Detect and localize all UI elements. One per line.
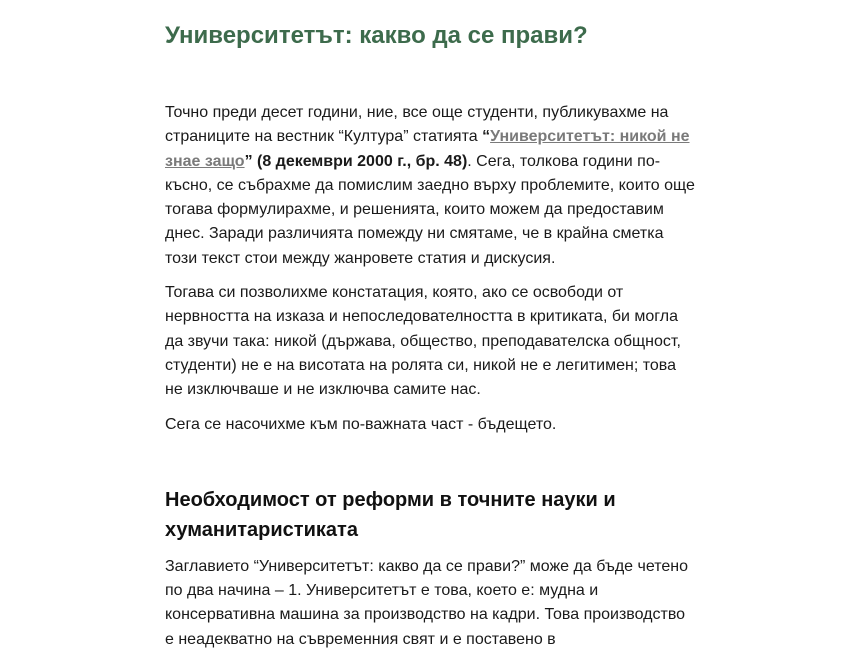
article <box>165 0 695 652</box>
section-heading-reforms: Необходимост от реформи в точните науки и хуманитаристиката <box>165 488 616 541</box>
statement-paragraph: Тогава си позволихме констатация, която, ако се освободи от нервността на изказа и непоследователността в критиката, би могла да звучи така: никой (държава, общество, преподавателска общност, студенти) не е на висотата на ролята си, никой не е легитимен; това не изключваше и не изключва самите нас. <box>165 284 681 399</box>
referenced-article-link[interactable]: Университетът: никой не знае защо <box>165 128 690 170</box>
quote-open-mark: “ <box>482 128 491 146</box>
intro-text-after: . Сега, толкова години по-късно, се събрахме да помислим заедно върху проблемите, които още тогава формулирахме, и решенията, които можем да предоставим днес. Заради различията помежду ни смятаме, че в крайна сметка този текст стои между жанровете статия и дискусия. <box>165 152 695 267</box>
section-paragraph: Заглавието “Университетът: какво да се прави?” може да бъде четено по два начина – 1. Университетът е това, което е: мудна и консервативна машина за производство на кадри. Това производство е неадекватно на съвременния свят и е поставено в <box>165 557 688 648</box>
publication-reference: ” (8 декември 2000 г., бр. 48) <box>244 152 468 170</box>
intro-paragraph <box>165 101 695 271</box>
intro-text-before: Точно преди десет години, ние, все още студенти, публикувахме на страниците на вестник “Култура” статията <box>165 104 669 146</box>
article-title: Университетът: какво да се прави? <box>165 22 588 49</box>
future-paragraph: Сега се насочихме към по-важната част - бъдещето. <box>165 415 557 433</box>
